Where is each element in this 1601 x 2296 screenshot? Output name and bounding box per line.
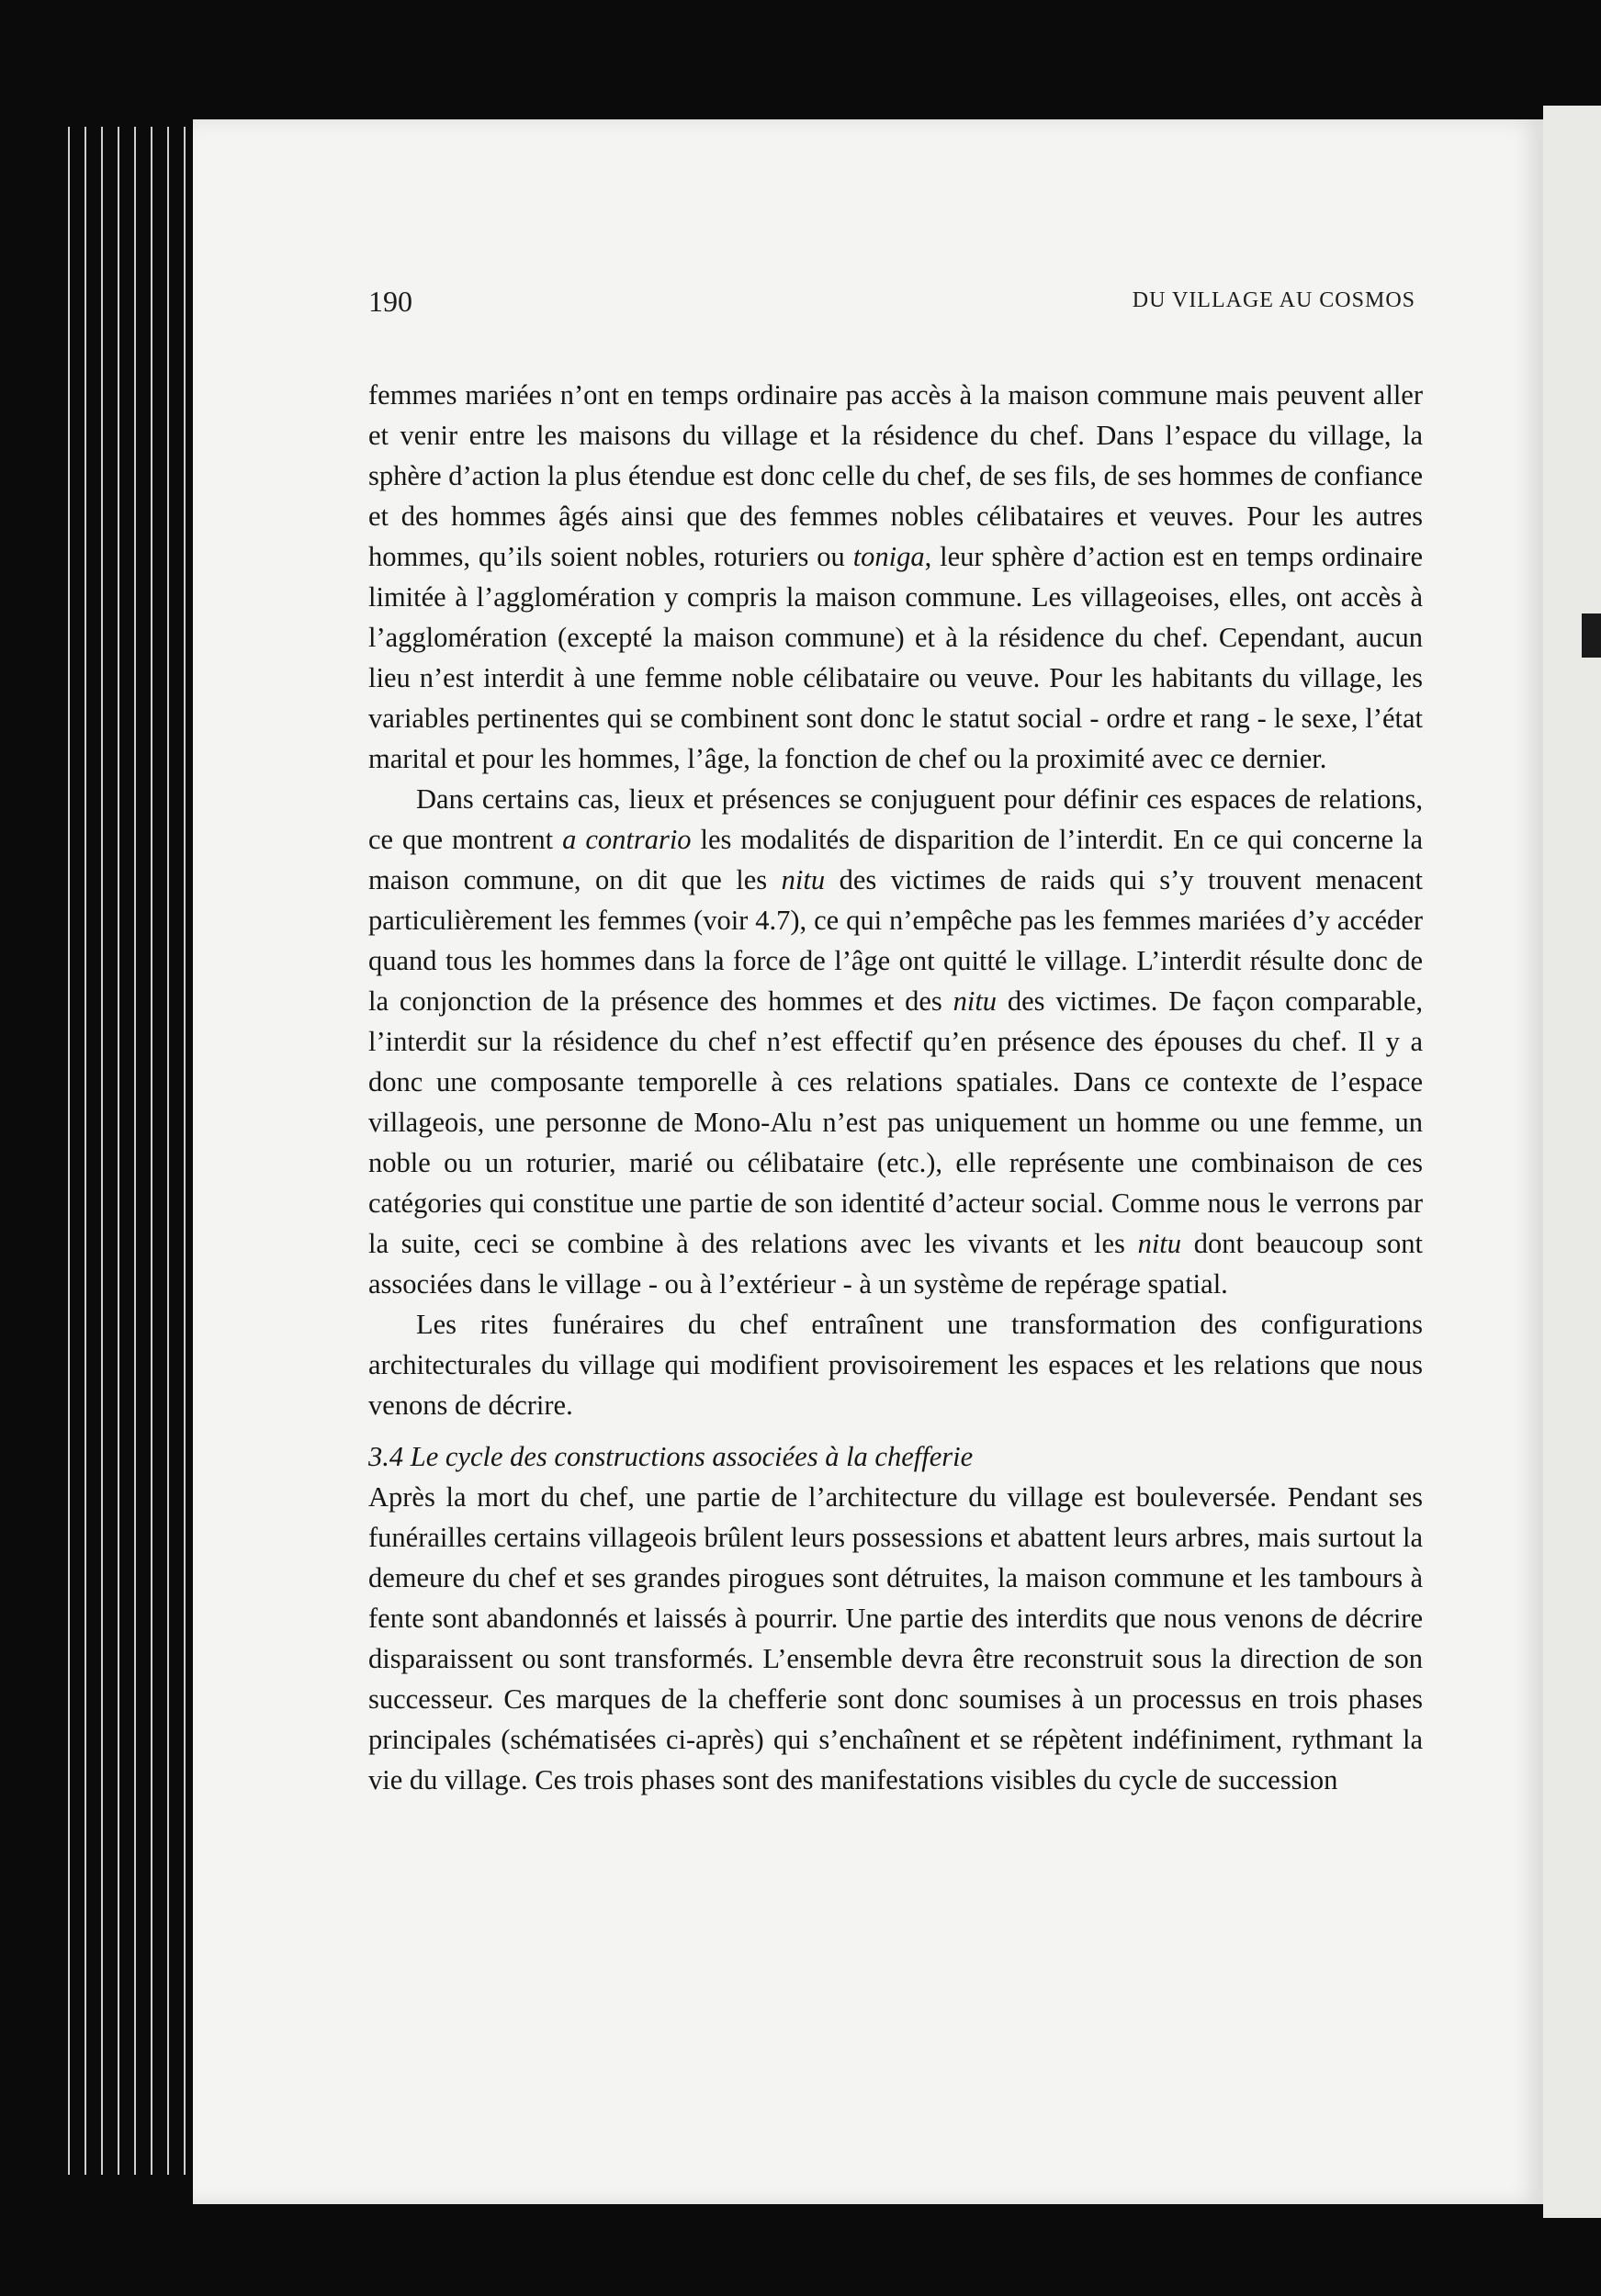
body-text (368, 375, 1423, 1800)
facing-page-edge (1543, 106, 1601, 2218)
paragraph-3: Les rites funéraires du chef entraînent une transformation des configurations architecturales du village qui modifient provisoirement les espaces et les relations que nous venons de décrire. (368, 1309, 1423, 1421)
italic-term: nitu (1137, 1228, 1182, 1259)
italic-term: nitu (953, 985, 998, 1017)
italic-term: nitu (781, 864, 826, 895)
page-header (368, 285, 1415, 325)
facing-page-figure-fragment (1582, 613, 1601, 658)
italic-term: a contrario (562, 824, 692, 855)
paragraph-2: Dans certains cas, lieux et présences se conjuguent pour définir ces espaces de relations, ce que montrent a contrario les modalités de disparition de l’interdit. En ce qui concerne la maison commune, on dit que les nitu des victimes de raids qui s’y trouvent menacent particulièrement les femmes (voir 4.7), ce qui n’empêche pas les femmes mariées d’y accéder quand tous les hommes dans la force de l’âge ont quitté le village. L’interdit résulte donc de la conjonction de la présence des hommes et des nitu des victimes. De façon comparable, l’interdit sur la résidence du chef n’est effectif qu’en présence des épouses du chef. Il y a donc une composante temporelle à ces relations spatiales. Dans ce contexte de l’espace villageois, une personne de Mono-Alu n’est pas uniquement un homme ou une femme, un noble ou un roturier, marié ou célibataire (etc.), elle représente une combinaison de ces catégories qui constitue une partie de son identité d’acteur social. Comme nous le verrons par la suite, ceci se combine à des relations avec les vivants et les nitu dont beaucoup sont associées dans le village - ou à l’extérieur - à un système de repérage spatial. (368, 783, 1423, 1300)
paragraph-1: femmes mariées n’ont en temps ordinaire pas accès à la maison commune mais peuvent aller et venir entre les maisons du village et la résidence du chef. Dans l’espace du village, la sphère d’action la plus étendue est donc celle du chef, de ses fils, de ses hommes de confiance et des hommes âgés ainsi que des femmes nobles célibataires et veuves. Pour les autres hommes, qu’ils soient nobles, roturiers ou toniga, leur sphère d’action est en temps ordinaire limitée à l’agglomération y compris la maison commune. Les villageoises, elles, ont accès à l’agglomération (excepté la maison commune) et à la résidence du chef. Cependant, aucun lieu n’est interdit à une femme noble célibataire ou veuve. Pour les habitants du village, les variables pertinentes qui se combinent sont donc le statut social - ordre et rang - le sexe, l’état marital et pour les hommes, l’âge, la fonction de chef ou la proximité avec ce dernier. (368, 379, 1423, 774)
italic-term: toniga (852, 541, 925, 572)
section-heading: 3.4 Le cycle des constructions associées à la chefferie (368, 1441, 974, 1472)
paragraph-4: Après la mort du chef, une partie de l’architecture du village est bouleversée. Pendant ses funérailles certains villageois brûlent leurs possessions et abattent leurs arbres, mais surtout la demeure du chef et ses grandes pirogues sont détruites, la maison commune et les tambours à fente sont abandonnés et laissés à pourrir. Une partie des interdits que nous venons de décrire disparaissent ou sont transformés. L’ensemble devra être reconstruit sous la direction de son successeur. Ces marques de la chefferie sont donc soumises à un processus en trois phases principales (schématisées ci-après) qui s’enchaînent et se répètent indéfiniment, rythmant la vie du village. Ces trois phases sont des manifestations visibles du cycle de succession (368, 1481, 1423, 1795)
stacked-page-edges (64, 127, 202, 2175)
running-title: DU VILLAGE AU COSMOS (1132, 288, 1415, 312)
page-number: 190 (368, 285, 412, 318)
